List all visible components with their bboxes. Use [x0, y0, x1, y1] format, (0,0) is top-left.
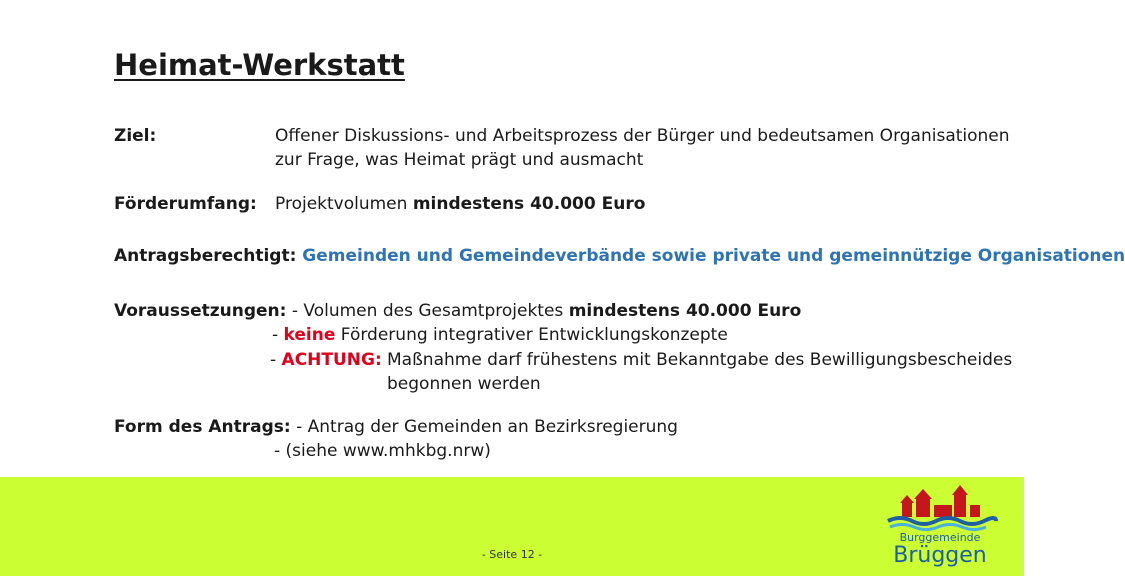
foerderumfang-text: Projektvolumen	[275, 194, 413, 214]
voraussetzungen-item3-dash: -	[270, 350, 282, 370]
logo-line2: Brüggen	[893, 543, 987, 568]
antragsberechtigt-label: Antragsberechtigt:	[114, 246, 297, 266]
voraussetzungen-row	[114, 299, 801, 324]
voraussetzungen-item1-text: - Volumen des Gesamtprojektes	[286, 301, 569, 321]
brueggen-logo	[880, 481, 1000, 573]
voraussetzungen-item3	[270, 348, 382, 373]
voraussetzungen-item2-keine: keine	[283, 325, 336, 345]
antragsberechtigt-text: Gemeinden und Gemeindeverbände sowie private und gemeinnützige Organisationen	[296, 246, 1125, 266]
voraussetzungen-item2-text: Förderung integrativer Entwicklungskonzepte	[335, 325, 728, 345]
foerderumfang-row	[114, 192, 257, 217]
voraussetzungen-item3-line2: begonnen werden	[387, 374, 541, 394]
voraussetzungen-item1-amount: mindestens 40.000 Euro	[568, 301, 802, 321]
ziel-text-line2: zur Frage, was Heimat prägt und ausmacht	[275, 150, 644, 170]
voraussetzungen-item2	[272, 323, 728, 348]
foerderumfang-label: Förderumfang:	[114, 194, 257, 214]
castle-icon	[880, 481, 1000, 533]
form-line2: - (siehe www.mhkbg.nrw)	[274, 441, 491, 461]
ziel-text-line1: Offener Diskussions- und Arbeitsprozess der Bürger und bedeutsamen Organisationen	[275, 126, 1010, 146]
form-label: Form des Antrags:	[114, 417, 291, 437]
voraussetzungen-label: Voraussetzungen:	[114, 301, 287, 321]
foerderumfang-amount: mindestens 40.000 Euro	[412, 194, 646, 214]
voraussetzungen-item2-dash: -	[272, 325, 284, 345]
ziel-label: Ziel:	[114, 126, 157, 146]
antragsberechtigt-row	[114, 244, 1125, 269]
voraussetzungen-item3-line1: Maßnahme darf frühestens mit Bekanntgabe des Bewilligungsbescheides	[387, 350, 1013, 370]
foerderumfang-value	[275, 192, 645, 217]
logo-line1: Burggemeinde	[899, 531, 981, 544]
footer-band	[0, 477, 1024, 576]
page-number: - Seite 12 -	[481, 548, 543, 561]
form-row	[114, 415, 678, 440]
voraussetzungen-item3-achtung: ACHTUNG:	[281, 350, 382, 370]
form-line1: - Antrag der Gemeinden an Bezirksregierung	[290, 417, 678, 437]
slide-title: Heimat-Werkstatt	[114, 48, 405, 82]
ziel-row	[114, 124, 156, 149]
